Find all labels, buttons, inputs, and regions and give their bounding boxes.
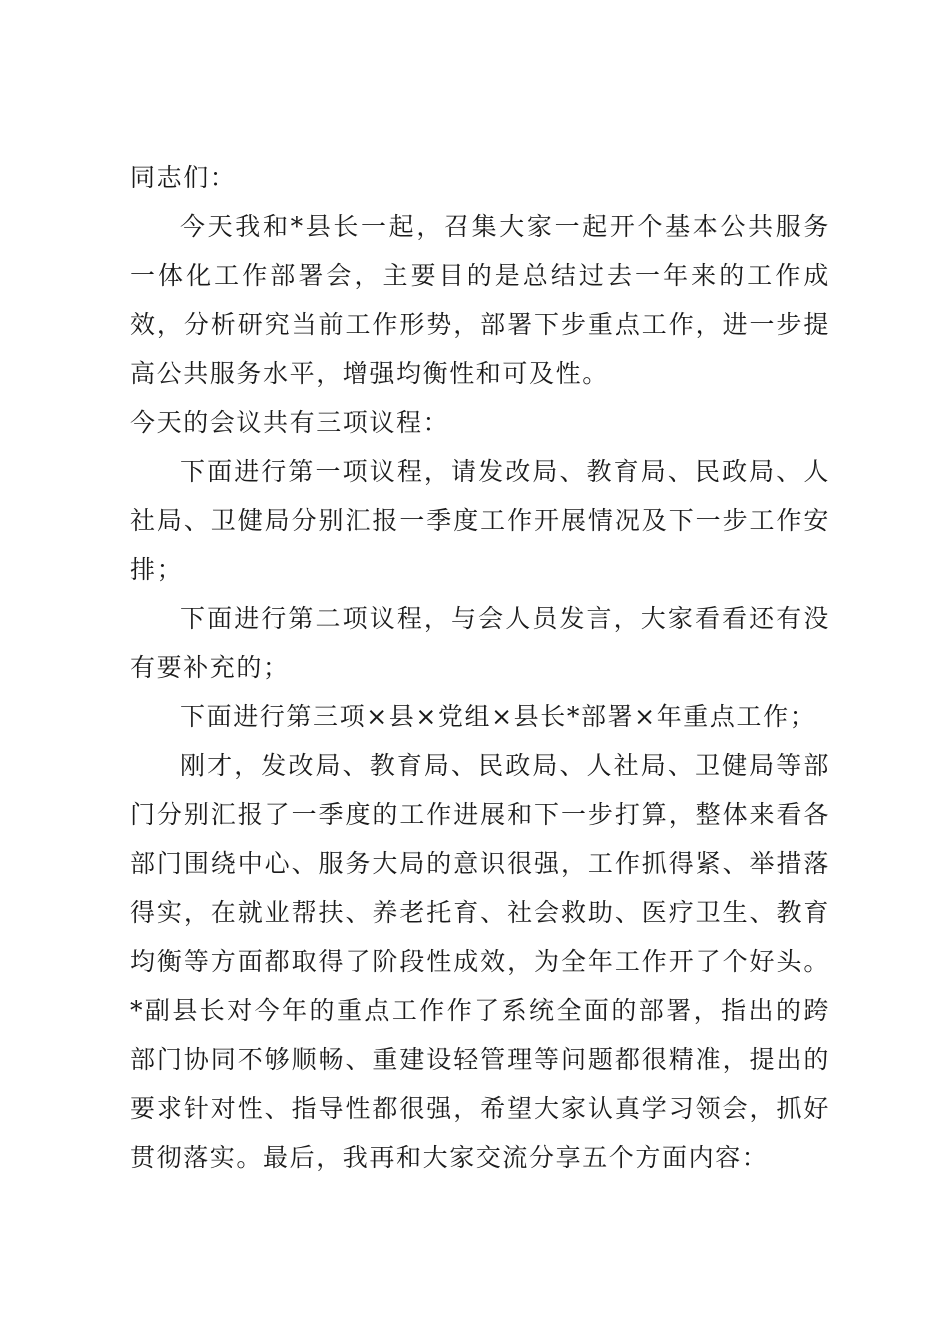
paragraph-agenda-item-2: 下面进行第二项议程，与会人员发言，大家看看还有没有要补充的；: [130, 604, 830, 682]
paragraph-summary: 刚才，发改局、教育局、民政局、人社局、卫健局等部门分别汇报了一季度的工作进展和下一步打算，整体来看各部门围绕中心、服务大局的意识很强，工作抓得紧、举措落得实，在就业帮扶、养老托育、社会救助、医疗卫生、教育均衡等方面都取得了阶段性成效，为全年工作开了个好头。*副县长对今年的重点工作作了系统全面的部署，指出的跨部门协同不够顺畅、重建设轻管理等问题都很精准，提出的要求针对性、指导性都很强，希望大家认真学习领会，抓好贯彻落实。最后，我再和大家交流分享五个方面内容：: [130, 751, 830, 1172]
paragraph-agenda-item-3: 下面进行第三项×县×党组×县长*部署×年重点工作；: [180, 702, 817, 731]
paragraph-agenda-intro: 今天的会议共有三项议程：: [130, 408, 450, 437]
paragraph-agenda-item-1: 下面进行第一项议程，请发改局、教育局、民政局、人社局、卫健局分别汇报一季度工作开展情况及下一步工作安排；: [130, 457, 830, 584]
salutation: 同志们：: [130, 163, 237, 192]
paragraph-opening: 今天我和*县长一起，召集大家一起开个基本公共服务一体化工作部署会，主要目的是总结过去一年来的工作成效，分析研究当前工作形势，部署下步重点工作，进一步提高公共服务水平，增强均衡性和可及性。: [130, 212, 830, 388]
document-body: [130, 153, 830, 1182]
